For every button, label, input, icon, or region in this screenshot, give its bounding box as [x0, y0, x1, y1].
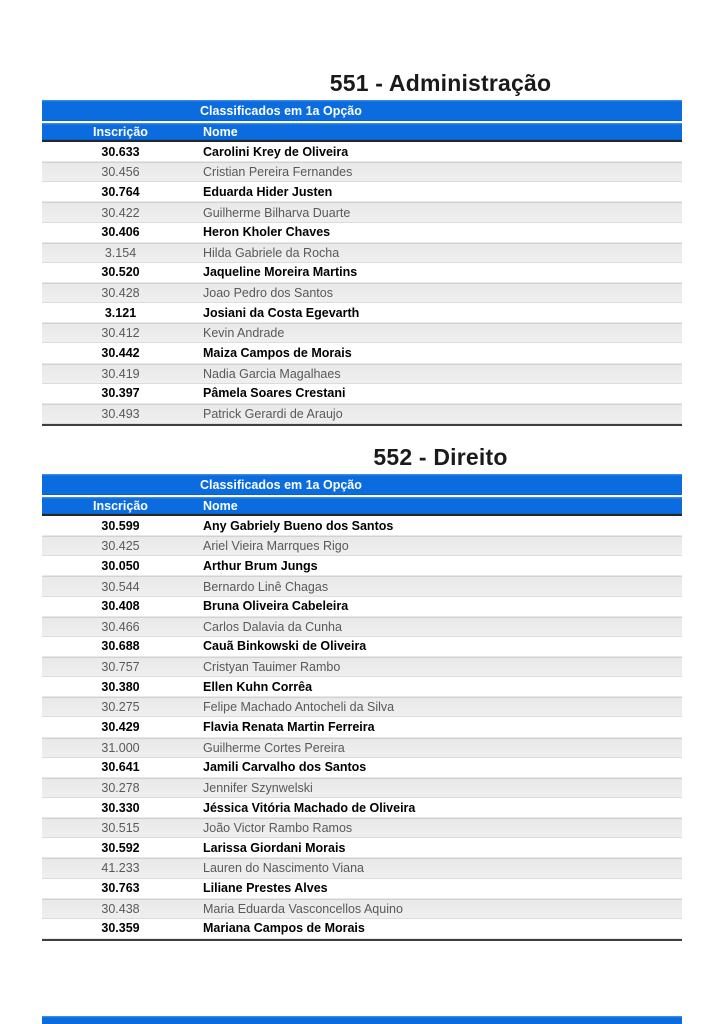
table-row	[42, 343, 682, 363]
inscricao-cell: 30.429	[101, 719, 140, 734]
inscricao-cell: 30.544	[101, 579, 140, 594]
table-row	[42, 697, 682, 717]
inscricao-cell: 30.275	[101, 700, 140, 715]
columns-header-bar	[42, 123, 682, 142]
nome-cell: Kevin Andrade	[203, 326, 285, 341]
group-header-bar	[42, 474, 682, 495]
nome-cell: Bernardo Linê Chagas	[203, 579, 329, 594]
group-header-label: Classificados em 1a Opção	[200, 103, 362, 118]
table-rows	[42, 516, 682, 941]
table-row	[42, 364, 682, 384]
table-row	[42, 556, 682, 576]
inscricao-cell: 30.425	[101, 539, 140, 554]
inscricao-cell: 31.000	[101, 740, 140, 755]
inscricao-cell: 30.493	[101, 406, 140, 421]
nome-cell: Guilherme Bilharva Duarte	[203, 205, 351, 220]
inscricao-cell: 30.406	[101, 225, 140, 240]
inscricao-cell: 30.764	[101, 184, 140, 199]
table-row	[42, 283, 682, 303]
table-row	[42, 717, 682, 737]
inscricao-cell: 30.763	[101, 881, 140, 896]
nome-cell: Joao Pedro dos Santos	[203, 286, 333, 301]
nome-cell: Liliane Prestes Alves	[203, 881, 328, 896]
table-row	[42, 516, 682, 536]
nome-cell: João Victor Rambo Ramos	[203, 821, 353, 836]
inscricao-cell: 30.050	[101, 558, 140, 573]
table-row	[42, 838, 682, 858]
inscricao-cell: 3.121	[104, 305, 137, 320]
inscricao-cell: 30.408	[101, 599, 140, 614]
table-row	[42, 404, 682, 424]
nome-cell: Jéssica Vitória Machado de Oliveira	[203, 800, 416, 815]
table-row	[42, 243, 682, 263]
group-header-bar	[42, 100, 682, 121]
table-row	[42, 182, 682, 202]
nome-cell: Maria Eduarda Vasconcellos Aquino	[203, 901, 403, 916]
inscricao-cell: 30.422	[101, 205, 140, 220]
course-table-2	[42, 440, 682, 941]
nome-cell: Nadia Garcia Magalhaes	[203, 366, 341, 381]
table-row	[42, 536, 682, 556]
inscricao-cell: 30.330	[101, 800, 140, 815]
nome-cell: Ariel Vieira Marrques Rigo	[203, 539, 349, 554]
table-row	[42, 617, 682, 637]
table-row	[42, 879, 682, 899]
table-row	[42, 919, 682, 939]
column-header-inscricao: Inscrição	[93, 498, 148, 513]
column-header-inscricao: Inscrição	[93, 124, 148, 139]
next-table-header-partial-bar	[42, 1016, 682, 1024]
inscricao-cell: 30.757	[101, 660, 140, 675]
inscricao-cell: 30.633	[101, 144, 140, 159]
table-row	[42, 677, 682, 697]
inscricao-cell: 30.380	[101, 679, 140, 694]
inscricao-cell: 30.599	[101, 518, 140, 533]
nome-cell: Patrick Gerardi de Araujo	[203, 406, 343, 421]
inscricao-cell: 30.641	[101, 760, 140, 775]
table-row	[42, 303, 682, 323]
table-row	[42, 202, 682, 222]
table-title: 552 - Direito	[373, 444, 508, 470]
table-row	[42, 738, 682, 758]
table-row	[42, 576, 682, 596]
nome-cell: Jennifer Szynwelski	[203, 780, 313, 795]
inscricao-cell: 30.419	[101, 366, 140, 381]
table-row	[42, 818, 682, 838]
inscricao-cell: 30.278	[101, 780, 140, 795]
table-row	[42, 384, 682, 404]
inscricao-cell: 30.442	[101, 345, 140, 360]
nome-cell: Felipe Machado Antocheli da Silva	[203, 700, 395, 715]
table-row	[42, 657, 682, 677]
nome-cell: Larissa Giordani Morais	[203, 840, 346, 855]
table-row	[42, 162, 682, 182]
nome-cell: Flavia Renata Martin Ferreira	[203, 719, 375, 734]
inscricao-cell: 30.438	[101, 901, 140, 916]
table-row	[42, 223, 682, 243]
column-header-nome: Nome	[203, 498, 238, 513]
table-rows	[42, 142, 682, 426]
inscricao-cell: 30.466	[101, 619, 140, 634]
table-row	[42, 858, 682, 878]
inscricao-cell: 30.397	[101, 386, 140, 401]
nome-cell: Arthur Brum Jungs	[203, 558, 318, 573]
nome-cell: Cristyan Tauimer Rambo	[203, 660, 341, 675]
table-row	[42, 323, 682, 343]
nome-cell: Ellen Kuhn Corrêa	[203, 679, 313, 694]
inscricao-cell: 41.233	[101, 861, 140, 876]
columns-header-bar	[42, 497, 682, 516]
inscricao-cell: 30.515	[101, 821, 140, 836]
table-row	[42, 798, 682, 818]
nome-cell: Heron Kholer Chaves	[203, 225, 331, 240]
column-header-nome: Nome	[203, 124, 238, 139]
nome-cell: Carolini Krey de Oliveira	[203, 144, 349, 159]
nome-cell: Cauã Binkowski de Oliveira	[203, 639, 367, 654]
inscricao-cell: 30.456	[101, 165, 140, 180]
nome-cell: Lauren do Nascimento Viana	[203, 861, 364, 876]
course-table-1	[42, 66, 682, 426]
table-row	[42, 637, 682, 657]
nome-cell: Any Gabriely Bueno dos Santos	[203, 518, 394, 533]
inscricao-cell: 30.592	[101, 840, 140, 855]
group-header-label: Classificados em 1a Opção	[200, 477, 362, 492]
table-title: 551 - Administração	[329, 70, 552, 96]
table-row	[42, 899, 682, 919]
inscricao-cell: 30.359	[101, 921, 140, 936]
inscricao-cell: 30.428	[101, 286, 140, 301]
table-row	[42, 142, 682, 162]
inscricao-cell: 30.688	[101, 639, 140, 654]
nome-cell: Jamili Carvalho dos Santos	[203, 760, 367, 775]
nome-cell: Mariana Campos de Morais	[203, 921, 365, 936]
nome-cell: Maiza Campos de Morais	[203, 345, 352, 360]
nome-cell: Josiani da Costa Egevarth	[203, 305, 360, 320]
nome-cell: Guilherme Cortes Pereira	[203, 740, 345, 755]
nome-cell: Hilda Gabriele da Rocha	[203, 245, 340, 260]
nome-cell: Cristian Pereira Fernandes	[203, 165, 353, 180]
nome-cell: Jaqueline Moreira Martins	[203, 265, 358, 280]
table-row	[42, 778, 682, 798]
nome-cell: Eduarda Hider Justen	[203, 184, 333, 199]
table-row	[42, 263, 682, 283]
nome-cell: Carlos Dalavia da Cunha	[203, 619, 342, 634]
nome-cell: Bruna Oliveira Cabeleira	[203, 599, 349, 614]
inscricao-cell: 30.412	[101, 326, 140, 341]
inscricao-cell: 30.520	[101, 265, 140, 280]
table-row	[42, 758, 682, 778]
inscricao-cell: 3.154	[104, 245, 137, 260]
table-row	[42, 597, 682, 617]
nome-cell: Pâmela Soares Crestani	[203, 386, 346, 401]
